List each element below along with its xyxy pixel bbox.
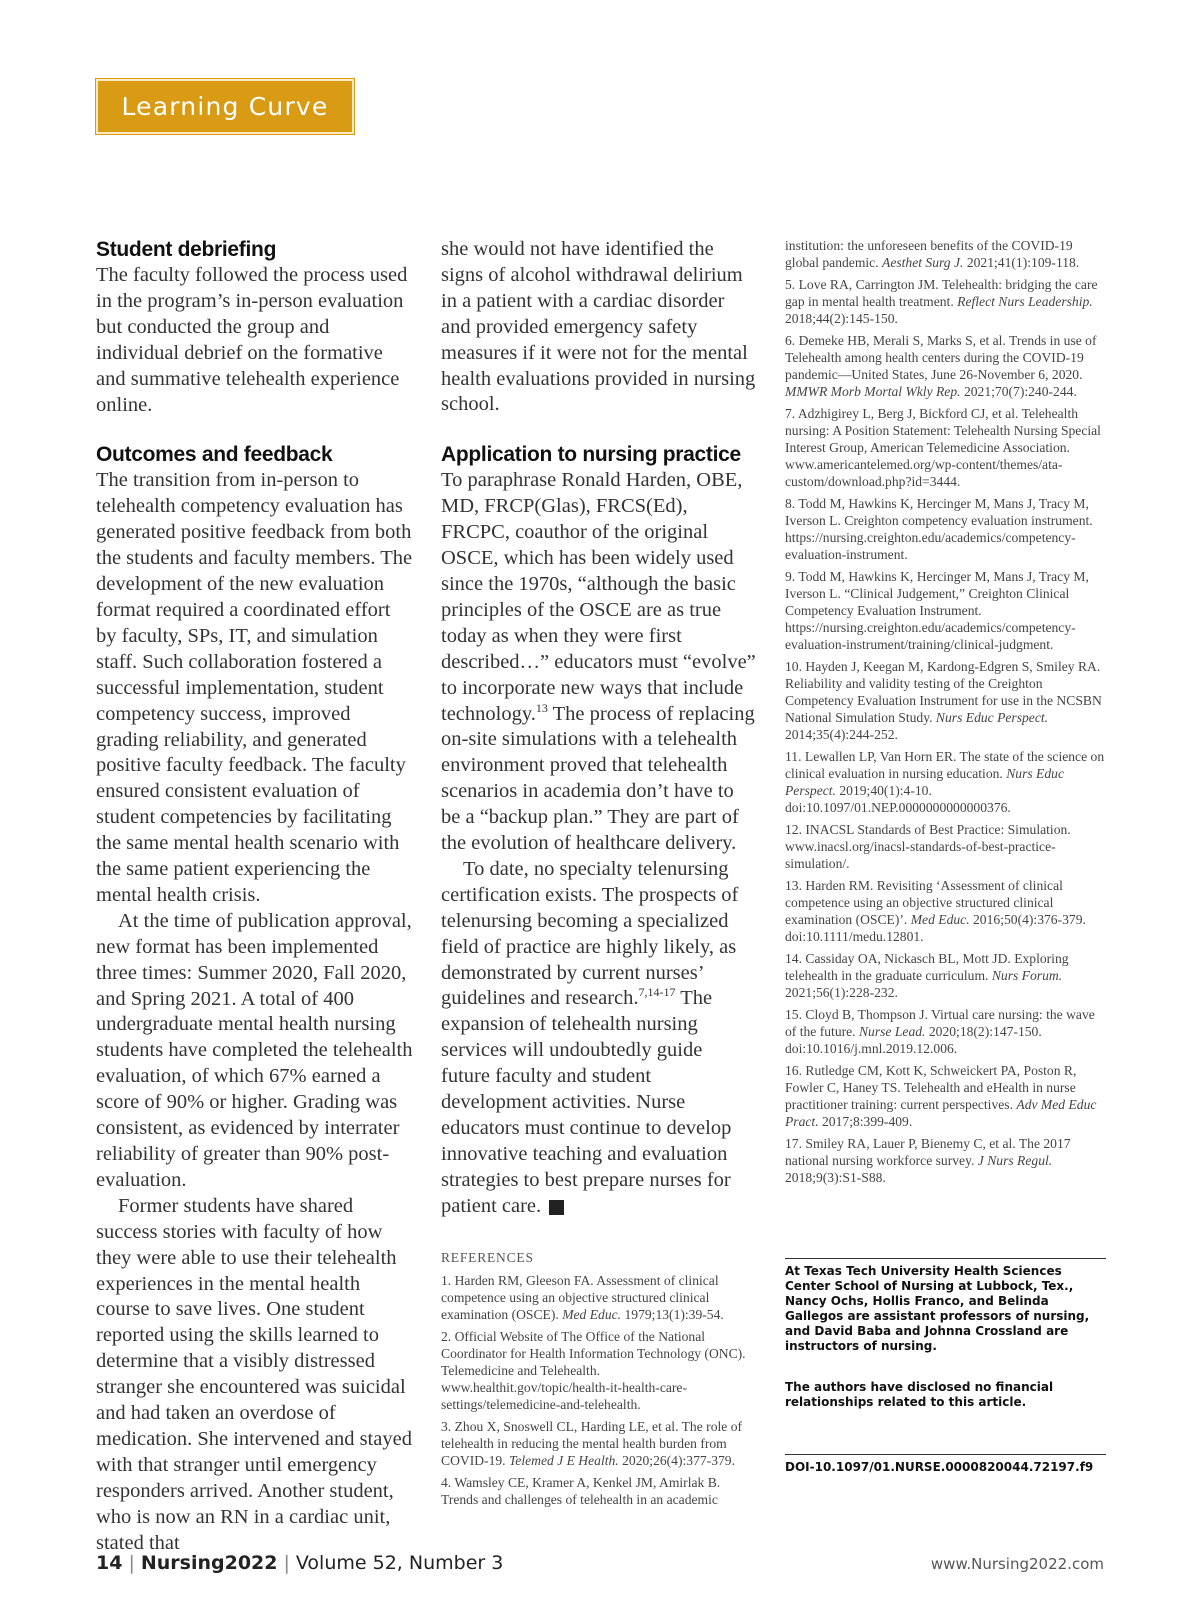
text: The expansion of telehealth nursing services will undoubtedly guide future faculty and student development activities. Nurse educators must continue to develop innovative teaching and evaluation strategies to best prepare nurses for patient care. [441,987,732,1217]
section-banner: Learning Curve [96,79,354,134]
column-3 [785,237,1106,1191]
text: The process of replacing on-site simulations with a telehealth environment proved that telehealth scenarios in academia don’t have to be a “backup plan.” They are part of the evolution of healthcare delivery. [441,702,755,855]
reference-item [785,1006,1106,1057]
paragraph-group [441,468,756,1219]
reference-item [441,1418,756,1469]
reference-text: 16. Rutledge CM, Kott K, Schweickert PA, Poston R, Fowler C, Haney TS. Telehealth and eHealth in nurse practitioner training: current perspectives. [785,1063,1077,1112]
paragraph-group [96,468,416,1556]
reference-item [441,1474,756,1508]
reference-citation: 2020;18(2):147-150. doi:10.1016/j.mnl.2019.12.006. [785,1024,1042,1056]
footer-publication [96,1552,503,1574]
text: The faculty followed the process used in the program’s in-person evaluation but conducted the group and individual debrief on the formative and summative telehealth experience online. [96,264,408,416]
journal-name: J Nurs Regul. [977,1153,1053,1168]
journal-name: Med Educ. [910,912,970,927]
column-2 [441,237,756,1513]
journal-name: Nurs Educ Perspect. [785,766,1064,798]
text: To paraphrase Ronald Harden, OBE, MD, FRCP(Glas), FRCS(Ed), FRCPC, coauthor of the original OSCE, which has been widely used since the 1970s, “although the basic principles of the OSCE are as true today as when they were first described…” educators must “evolve” to incorporate new ways that include technology. [441,469,756,725]
reference-item [785,877,1106,945]
reference-text: 17. Smiley RA, Lauer P, Bienemy C, et al. The 2017 national nursing workforce survey. [785,1136,1071,1168]
reference-citation: 2016;50(4):376-379. doi:10.1111/medu.12801. [785,912,1086,944]
reference-text: institution: the unforeseen benefits of the COVID-19 global pandemic. [785,238,1073,270]
reference-citation: 2018;44(2):145-150. [785,311,898,326]
journal-name: Telemed J E Health. [508,1452,619,1468]
heading-outcomes-feedback: Outcomes and feedback [96,443,333,467]
paragraph [441,237,756,418]
reference-item [785,950,1106,1001]
paragraph-harden [441,468,756,857]
reference-item [785,821,1106,872]
reference-citation: 2021;56(1):228-232. [785,985,898,1000]
references-list [441,1272,756,1508]
reference-item [785,237,1106,271]
reference-text: 14. Cassiday OA, Nickasch BL, Mott JD. Exploring telehealth in the graduate curriculum. [785,951,1069,983]
reference-text: 9. Todd M, Hawkins K, Hercinger M, Mans J, Tracy M, Iverson L. “Clinical Judgement,” Creighton Clinical Competency Evaluation Instrument. https://nursing.creighton.edu/academics/competency-evaluation-instrument/training/clinical-judgment. [785,569,1089,652]
reference-text: 8. Todd M, Hawkins K, Hercinger M, Mans J, Tracy M, Iverson L. Creighton competency evaluation instrument. https://nursing.creighton.edu/academics/competency-evaluation-instrument. [785,496,1093,562]
reference-item [785,1135,1106,1186]
reference-citation: 2018;9(3):S1-S88. [785,1170,886,1185]
column-1 [96,237,416,1557]
footer-divider: | [283,1552,290,1574]
reference-citation: 2017;8:399-409. [818,1114,913,1129]
heading-student-debriefing: Student debriefing [96,238,277,261]
page-number: 14 [96,1552,123,1574]
issue-info: Volume 52, Number 3 [295,1552,504,1574]
reference-text: 10. Hayden J, Keegan M, Kardong-Edgren S, Smiley RA. Reliability and validity testing of the Creighton Competency Evaluation Instrument for use in the NCSBN National Simulation Study. [785,659,1102,725]
reference-citation: 2020;26(4):377-379. [618,1452,735,1468]
reference-text: 6. Demeke HB, Merali S, Marks S, et al. Trends in use of Telehealth among health centers during the COVID-19 pandemic—United States, June 26-November 6, 2020. [785,333,1097,382]
text: she would not have identified the signs of alcohol withdrawal delirium in a patient with a cardiac disorder and provided emergency safety measures if it were not for the mental health evaluations provided in nursing school. [441,238,756,416]
journal-name: Nurse Lead. [858,1024,926,1039]
reference-item [785,1062,1106,1130]
end-of-article-mark [549,1200,564,1215]
reference-citation: 2021;41(1):109-118. [963,255,1080,270]
doi: DOI-10.1097/01.NURSE.0000820044.72197.f9 [785,1454,1106,1475]
reference-citation: 2021;70(7):240-244. [960,384,1077,399]
journal-name: Nurs Educ Perspect. [935,710,1049,725]
reference-item [785,748,1106,816]
text: The transition from in-person to telehealth competency evaluation has generated positive feedback from both the students and faculty members. The development of the new evaluation format required a coordinated effort by faculty, SPs, IT, and simulation staff. Such collaboration fostered a successful implementation, student competency success, improved grading reliability, and generated positive faculty feedback. The faculty ensured consistent evaluation of student competencies by facilitating the same mental health scenario with the same patient experiencing the mental health crisis. [96,469,413,906]
journal-name: Aesthet Surg J. [882,255,964,270]
reference-item [785,568,1106,653]
disclosure-note: The authors have disclosed no financial relationships related to this article. [785,1380,1054,1409]
reference-text: 13. Harden RM. Revisiting ‘Assessment of clinical competence using an objective structured clinical examination (OSCE)’. [785,878,1063,927]
footer-divider: | [128,1552,135,1574]
reference-item [785,276,1106,327]
paragraph-telenursing [441,857,756,1220]
journal-name: Nurs Forum. [991,968,1063,983]
citation-marker: 13 [535,700,548,715]
heading-application-nursing-practice: Application to nursing practice [441,443,741,467]
footer-website[interactable]: www.Nursing2022.com [930,1555,1104,1573]
reference-item [785,658,1106,743]
reference-text: 5. Love RA, Carrington JM. Telehealth: bridging the care gap in mental health treatment. [785,277,1098,309]
references-list-continued [785,237,1106,1186]
reference-text: 2. Official Website of The Office of the National Coordinator for Health Information Technology (ONC). Telemedicine and Telehealth. www.healthit.gov/topic/health-it-health-care-settings/telemedicine-and-telehealth. [441,1328,746,1412]
references-heading: REFERENCES [441,1249,534,1265]
journal-name: MMWR Morb Mortal Wkly Rep. [785,384,961,399]
reference-item [785,495,1106,563]
journal-name: Reflect Nurs Leadership. [957,294,1093,309]
reference-citation: 1979;13(1):39-54. [621,1306,724,1322]
reference-citation: 2014;35(4):244-252. [785,727,898,742]
reference-text: 11. Lewallen LP, Van Horn ER. The state of the science on clinical evaluation in nursing education. [785,749,1105,781]
reference-text: 7. Adzhigirey L, Berg J, Bickford CJ, et al. Telehealth nursing: A Position Statement: Telehealth Nursing Special Interest Group, American Telemedicine Association. www.americantelemed.org/wp-content/themes/ata-custom/download.php?id=3444. [785,406,1101,489]
journal-name: Adv Med Educ Pract. [785,1097,1097,1129]
reference-item [785,405,1106,490]
reference-text: 3. Zhou X, Snoswell CL, Harding LE, et al. The role of telehealth in reducing the mental health burden from COVID-19. [441,1418,743,1468]
reference-citation: 2019;40(1):4-10. doi:10.1097/01.NEP.0000000000000376. [785,783,1011,815]
reference-text: 4. Wamsley CE, Kramer A, Kenkel JM, Amirlak B. Trends and challenges of telehealth in an academic [441,1474,721,1507]
author-affiliation: At Texas Tech University Health Sciences Center School of Nursing at Lubbock, Tex., Nancy Ochs, Hollis Franco, and Belinda Gallegos are assistant professors of nursing, and David Baba and Johnna Crossland are instructors of nursing. [785,1258,1106,1354]
text: At the time of publication approval, new format has been implemented three times: Summer 2020, Fall 2020, and Spring 2021. A total of 400 undergraduate mental health nursing students have completed the telehealth evaluation, of which 67% earned a score of 90% or higher. Grading was consistent, as evidenced by interrater reliability of greater than 90% post-evaluation. [96,909,413,1191]
reference-text: 15. Cloyd B, Thompson J. Virtual care nursing: the wave of the future. [785,1007,1095,1039]
reference-item [441,1272,756,1323]
journal-name: Med Educ. [562,1306,622,1322]
text: To date, no specialty telenursing certification exists. The prospects of telenursing becoming a specialized field of practice are highly likely, as demonstrated by current nurses’ guidelines and research. [441,857,739,1010]
reference-item [441,1328,756,1413]
reference-text: 1. Harden RM, Gleeson FA. Assessment of clinical competence using an objective structured clinical examination (OSCE). [441,1272,719,1322]
reference-text: 12. INACSL Standards of Best Practice: Simulation. www.inacsl.org/inacsl-standards-of-best-practice-simulation/. [785,822,1071,871]
reference-item [785,332,1106,400]
citation-marker: 7,14-17 [638,985,676,1000]
magazine-name: Nursing2022 [140,1552,278,1574]
text: Former students have shared success stories with faculty of how they were able to use their telehealth experiences in the mental health course to save lives. One student reported using the skills learned to determine that a visibly distressed stranger she encountered was suicidal and had taken an overdose of medication. She intervened and stayed with that stranger until emergency responders arrived. Another student, who is now an RN in a cardiac unit, stated that [96,1194,412,1554]
paragraph [96,263,416,418]
